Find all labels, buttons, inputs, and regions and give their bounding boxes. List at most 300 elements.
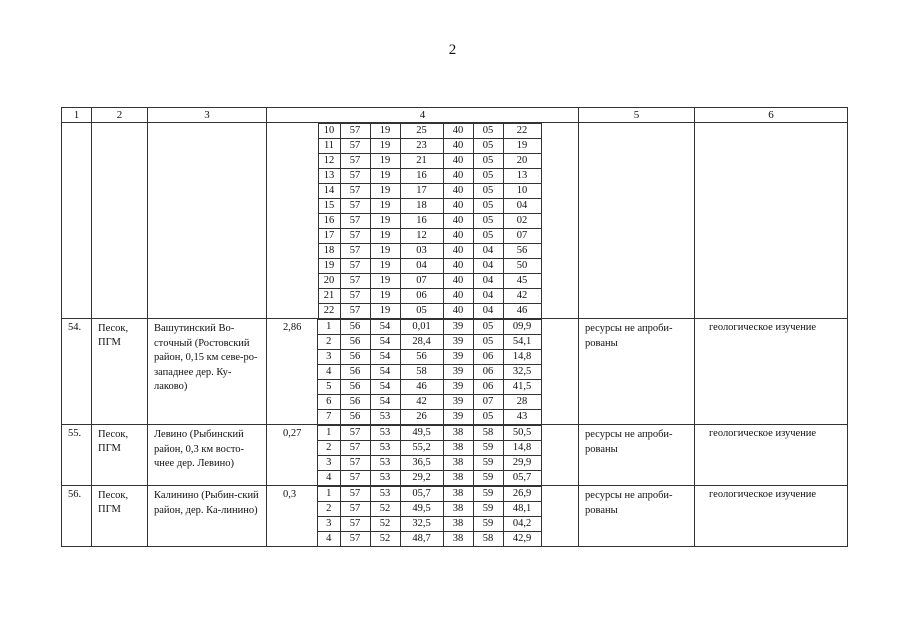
coordinate-cell: 19 xyxy=(370,169,400,184)
coordinate-cell: 17 xyxy=(400,184,443,199)
coordinate-cell: 19 xyxy=(370,199,400,214)
coordinate-spacer xyxy=(267,154,318,169)
coordinate-spacer xyxy=(541,244,578,259)
coordinate-cell: 39 xyxy=(443,380,473,395)
coordinate-cell: 16 xyxy=(400,214,443,229)
coordinate-cell: 05 xyxy=(473,154,503,169)
coordinate-cell: 0,01 xyxy=(400,320,443,335)
coordinate-cell: 57 xyxy=(340,169,370,184)
coordinate-cell: 40 xyxy=(443,199,473,214)
coordinate-cell: 58 xyxy=(473,426,503,441)
coordinate-spacer xyxy=(541,441,578,456)
coordinate-cell: 57 xyxy=(340,184,370,199)
coordinate-cell: 05 xyxy=(473,169,503,184)
resource-status: ресурсы не апроби-рованы xyxy=(579,319,695,425)
coordinate-cell: 54 xyxy=(370,335,400,350)
coordinate-cell: 06 xyxy=(473,380,503,395)
empty-cell xyxy=(148,123,267,319)
coordinate-spacer xyxy=(267,169,318,184)
coordinate-cell: 39 xyxy=(443,395,473,410)
coordinate-cell: 39 xyxy=(443,320,473,335)
coordinate-cell: 04 xyxy=(473,259,503,274)
coordinate-cell: 58 xyxy=(400,365,443,380)
coordinate-cell: 57 xyxy=(340,214,370,229)
coordinate-cell: 19 xyxy=(370,259,400,274)
coordinate-spacer xyxy=(541,304,578,319)
deposit-number: 56. xyxy=(62,486,92,547)
coordinate-spacer xyxy=(541,456,578,471)
coordinate-spacer xyxy=(541,410,578,425)
deposit-row xyxy=(62,319,848,425)
coordinate-row xyxy=(318,320,578,335)
coordinate-spacer xyxy=(541,214,578,229)
coordinate-row xyxy=(318,502,578,517)
coordinate-cell: 39 xyxy=(443,350,473,365)
coordinate-cell: 26,9 xyxy=(503,487,541,502)
coordinate-row xyxy=(318,426,578,441)
coordinate-cell: 53 xyxy=(370,441,400,456)
coordinate-spacer xyxy=(541,350,578,365)
coordinate-cell: 56 xyxy=(340,350,370,365)
coordinate-spacer xyxy=(541,289,578,304)
coordinate-cell: 19 xyxy=(370,289,400,304)
coordinate-spacer xyxy=(267,139,318,154)
coordinate-cell: 32,5 xyxy=(400,517,443,532)
coordinate-row xyxy=(318,532,578,547)
coordinate-cell: 1 xyxy=(318,426,340,441)
coordinate-row xyxy=(267,139,578,154)
coordinate-cell: 12 xyxy=(400,229,443,244)
coordinate-cell: 06 xyxy=(473,350,503,365)
coordinate-cell: 1 xyxy=(318,320,340,335)
coordinate-cell: 38 xyxy=(443,517,473,532)
coordinate-cell: 05 xyxy=(473,139,503,154)
coordinate-cell: 56 xyxy=(340,410,370,425)
resource-status: ресурсы не апроби-рованы xyxy=(579,425,695,486)
coordinate-spacer xyxy=(267,199,318,214)
deposit-area: 0,27 xyxy=(267,425,318,486)
coordinate-spacer xyxy=(541,487,578,502)
coordinate-cell: 50,5 xyxy=(503,426,541,441)
coordinate-cell: 50 xyxy=(503,259,541,274)
coordinate-cell: 43 xyxy=(503,410,541,425)
coordinate-cell: 16 xyxy=(400,169,443,184)
coordinate-cell: 36,5 xyxy=(400,456,443,471)
coordinate-row xyxy=(318,471,578,486)
coordinate-cell: 57 xyxy=(340,229,370,244)
coordinate-row xyxy=(267,304,578,319)
coordinate-cell: 40 xyxy=(443,274,473,289)
coordinate-cell: 19 xyxy=(370,304,400,319)
deposit-name: Левино (Рыбинский район, 0,3 км восто-чнее дер. Левино) xyxy=(148,425,267,486)
deposit-type: Песок, ПГМ xyxy=(92,486,148,547)
coordinate-cell: 19 xyxy=(318,259,340,274)
coordinate-cell: 11 xyxy=(318,139,340,154)
coordinate-row xyxy=(267,229,578,244)
coordinate-cell: 3 xyxy=(318,350,340,365)
coordinate-cell: 19 xyxy=(370,214,400,229)
empty-cell xyxy=(695,123,848,319)
coordinate-cell: 52 xyxy=(370,502,400,517)
deposit-number: 54. xyxy=(62,319,92,425)
coordinate-cell: 22 xyxy=(318,304,340,319)
coordinate-cell: 19 xyxy=(370,139,400,154)
deposit-number: 55. xyxy=(62,425,92,486)
coordinate-cell: 21 xyxy=(318,289,340,304)
header-cell: 1 xyxy=(62,108,92,123)
coordinate-cell: 56 xyxy=(340,395,370,410)
coordinate-cell: 05 xyxy=(473,214,503,229)
resource-status: ресурсы не апроби-рованы xyxy=(579,486,695,547)
coordinate-cell: 12 xyxy=(318,154,340,169)
coordinate-spacer xyxy=(541,395,578,410)
coordinate-row xyxy=(318,365,578,380)
coordinate-cell: 2 xyxy=(318,335,340,350)
coordinate-cell: 57 xyxy=(340,274,370,289)
header-cell: 3 xyxy=(148,108,267,123)
coordinates-cell xyxy=(267,123,579,319)
coordinate-cell: 6 xyxy=(318,395,340,410)
coordinate-cell: 07 xyxy=(503,229,541,244)
coordinate-spacer xyxy=(541,471,578,486)
coordinate-cell: 38 xyxy=(443,502,473,517)
coordinate-cell: 57 xyxy=(340,532,370,547)
coordinate-cell: 05,7 xyxy=(503,471,541,486)
coordinate-cell: 13 xyxy=(318,169,340,184)
coordinate-row xyxy=(267,214,578,229)
coordinate-row xyxy=(318,517,578,532)
coordinate-spacer xyxy=(267,274,318,289)
coordinate-spacer xyxy=(541,335,578,350)
coordinate-spacer xyxy=(267,259,318,274)
coordinate-spacer xyxy=(541,380,578,395)
coordinate-cell: 57 xyxy=(340,304,370,319)
coordinate-cell: 56 xyxy=(340,380,370,395)
coordinate-cell: 59 xyxy=(473,517,503,532)
coordinate-cell: 56 xyxy=(340,320,370,335)
coordinate-cell: 04 xyxy=(400,259,443,274)
coordinate-cell: 57 xyxy=(340,441,370,456)
coordinate-cell: 38 xyxy=(443,456,473,471)
coordinate-spacer xyxy=(541,199,578,214)
coordinate-cell: 07 xyxy=(400,274,443,289)
coordinate-cell: 53 xyxy=(370,410,400,425)
empty-cell xyxy=(62,123,92,319)
coordinate-cell: 56 xyxy=(400,350,443,365)
coordinate-cell: 28,4 xyxy=(400,335,443,350)
coordinate-cell: 40 xyxy=(443,244,473,259)
coordinate-spacer xyxy=(541,502,578,517)
empty-cell xyxy=(579,123,695,319)
coordinate-row xyxy=(267,169,578,184)
coordinate-cell: 4 xyxy=(318,532,340,547)
header-cell: 5 xyxy=(579,108,695,123)
coordinate-cell: 49,5 xyxy=(400,426,443,441)
coordinate-cell: 59 xyxy=(473,441,503,456)
coordinate-spacer xyxy=(267,304,318,319)
coordinate-row xyxy=(318,410,578,425)
coordinate-cell: 56 xyxy=(503,244,541,259)
coordinate-spacer xyxy=(541,184,578,199)
coordinate-spacer xyxy=(267,244,318,259)
coordinates-table xyxy=(318,319,578,424)
coordinate-row xyxy=(267,274,578,289)
coordinate-cell: 57 xyxy=(340,244,370,259)
coordinate-cell: 26 xyxy=(400,410,443,425)
coordinate-cell: 40 xyxy=(443,154,473,169)
coordinate-cell: 13 xyxy=(503,169,541,184)
deposit-area: 2,86 xyxy=(267,319,318,425)
coordinate-spacer xyxy=(267,184,318,199)
coordinate-cell: 45 xyxy=(503,274,541,289)
coordinate-cell: 52 xyxy=(370,517,400,532)
coordinate-cell: 05 xyxy=(473,410,503,425)
coordinate-cell: 42 xyxy=(400,395,443,410)
coordinate-spacer xyxy=(541,320,578,335)
coordinates-cell xyxy=(318,486,579,547)
coordinate-spacer xyxy=(541,229,578,244)
coordinate-cell: 39 xyxy=(443,335,473,350)
coordinate-cell: 04 xyxy=(473,274,503,289)
coordinate-cell: 20 xyxy=(503,154,541,169)
coordinate-cell: 19 xyxy=(503,139,541,154)
coordinate-cell: 57 xyxy=(340,199,370,214)
coordinates-cell xyxy=(318,425,579,486)
coordinate-row xyxy=(267,244,578,259)
coordinates-table xyxy=(318,486,578,546)
coordinate-cell: 5 xyxy=(318,380,340,395)
coordinate-cell: 59 xyxy=(473,471,503,486)
coordinate-cell: 59 xyxy=(473,456,503,471)
coordinate-cell: 40 xyxy=(443,184,473,199)
coordinate-cell: 39 xyxy=(443,365,473,380)
coordinate-cell: 07 xyxy=(473,395,503,410)
coordinate-cell: 38 xyxy=(443,532,473,547)
coordinate-cell: 3 xyxy=(318,456,340,471)
coordinate-cell: 40 xyxy=(443,169,473,184)
coordinate-cell: 54,1 xyxy=(503,335,541,350)
license-purpose: геологическое изучение xyxy=(695,486,848,547)
coordinate-cell: 04 xyxy=(473,289,503,304)
coordinate-cell: 38 xyxy=(443,487,473,502)
header-cell: 4 xyxy=(267,108,579,123)
coordinate-spacer xyxy=(267,214,318,229)
deposits-table xyxy=(61,107,848,547)
coordinate-cell: 19 xyxy=(370,229,400,244)
coordinate-cell: 57 xyxy=(340,139,370,154)
page-number: 2 xyxy=(448,42,457,58)
coordinate-cell: 18 xyxy=(318,244,340,259)
coordinate-cell: 57 xyxy=(340,289,370,304)
coordinate-cell: 40 xyxy=(443,259,473,274)
coordinate-cell: 05 xyxy=(473,229,503,244)
coordinate-cell: 39 xyxy=(443,410,473,425)
coordinate-cell: 14 xyxy=(318,184,340,199)
coordinate-cell: 23 xyxy=(400,139,443,154)
coordinate-spacer xyxy=(541,426,578,441)
coordinate-cell: 40 xyxy=(443,139,473,154)
coordinate-row xyxy=(267,154,578,169)
deposit-name: Вашутинский Во-стoчный (Ростовский район, 0,15 км севе-ро-западнее дер. Ку-лаково) xyxy=(148,319,267,425)
coordinate-cell: 1 xyxy=(318,487,340,502)
coordinate-cell: 06 xyxy=(473,365,503,380)
coordinate-cell: 57 xyxy=(340,456,370,471)
coordinate-cell: 3 xyxy=(318,517,340,532)
coordinate-cell: 04 xyxy=(503,199,541,214)
deposit-type: Песок, ПГМ xyxy=(92,425,148,486)
coordinate-cell: 19 xyxy=(370,244,400,259)
coordinate-cell: 28 xyxy=(503,395,541,410)
coordinate-cell: 57 xyxy=(340,124,370,139)
coordinate-cell: 04 xyxy=(473,304,503,319)
coordinate-spacer xyxy=(267,229,318,244)
coordinate-cell: 48,1 xyxy=(503,502,541,517)
coordinate-cell: 57 xyxy=(340,426,370,441)
coordinate-cell: 19 xyxy=(370,274,400,289)
coordinate-spacer xyxy=(541,154,578,169)
coordinate-cell: 20 xyxy=(318,274,340,289)
coordinate-cell: 53 xyxy=(370,426,400,441)
coordinate-cell: 54 xyxy=(370,350,400,365)
coordinate-cell: 42 xyxy=(503,289,541,304)
coordinate-row xyxy=(318,487,578,502)
coordinate-cell: 2 xyxy=(318,441,340,456)
coordinate-cell: 52 xyxy=(370,532,400,547)
coordinate-cell: 21 xyxy=(400,154,443,169)
coordinate-cell: 29,2 xyxy=(400,471,443,486)
deposit-type: Песок, ПГМ xyxy=(92,319,148,425)
coordinate-cell: 25 xyxy=(400,124,443,139)
coordinate-cell: 38 xyxy=(443,441,473,456)
coordinate-cell: 54 xyxy=(370,380,400,395)
coordinate-cell: 19 xyxy=(370,154,400,169)
coordinate-cell: 56 xyxy=(340,335,370,350)
coordinate-cell: 40 xyxy=(443,304,473,319)
license-purpose: геологическое изучение xyxy=(695,319,848,425)
coordinate-row xyxy=(267,184,578,199)
header-cell: 2 xyxy=(92,108,148,123)
coordinate-cell: 57 xyxy=(340,502,370,517)
coordinate-cell: 57 xyxy=(340,487,370,502)
coordinate-cell: 16 xyxy=(318,214,340,229)
empty-cell xyxy=(92,123,148,319)
coordinate-cell: 04 xyxy=(473,244,503,259)
coordinate-cell: 02 xyxy=(503,214,541,229)
coordinate-cell: 05 xyxy=(473,335,503,350)
coordinate-spacer xyxy=(541,365,578,380)
coordinate-row xyxy=(267,199,578,214)
coordinate-cell: 19 xyxy=(370,184,400,199)
coordinate-cell: 46 xyxy=(400,380,443,395)
coordinate-cell: 2 xyxy=(318,502,340,517)
deposit-row xyxy=(62,425,848,486)
coordinate-cell: 57 xyxy=(340,154,370,169)
coordinate-spacer xyxy=(541,274,578,289)
coordinate-row xyxy=(318,441,578,456)
coordinate-cell: 57 xyxy=(340,471,370,486)
coordinate-cell: 4 xyxy=(318,365,340,380)
coordinate-cell: 10 xyxy=(503,184,541,199)
license-purpose: геологическое изучение xyxy=(695,425,848,486)
coordinate-cell: 48,7 xyxy=(400,532,443,547)
coordinate-spacer xyxy=(267,289,318,304)
coordinate-spacer xyxy=(541,517,578,532)
coordinate-cell: 57 xyxy=(340,517,370,532)
coordinate-cell: 03 xyxy=(400,244,443,259)
coordinate-cell: 19 xyxy=(370,124,400,139)
coordinate-cell: 38 xyxy=(443,471,473,486)
coordinate-spacer xyxy=(541,124,578,139)
coordinate-spacer xyxy=(541,139,578,154)
coordinate-spacer xyxy=(541,532,578,547)
coordinate-row xyxy=(267,259,578,274)
coordinate-cell: 38 xyxy=(443,426,473,441)
coordinate-cell: 05 xyxy=(473,320,503,335)
deposit-area: 0,3 xyxy=(267,486,318,547)
header-row xyxy=(62,108,848,123)
coordinate-cell: 05 xyxy=(400,304,443,319)
coordinate-cell: 53 xyxy=(370,456,400,471)
coordinate-cell: 10 xyxy=(318,124,340,139)
coordinate-cell: 22 xyxy=(503,124,541,139)
coordinate-cell: 05 xyxy=(473,199,503,214)
deposit-row xyxy=(62,486,848,547)
coordinate-cell: 55,2 xyxy=(400,441,443,456)
coordinate-row xyxy=(267,124,578,139)
coordinate-cell: 40 xyxy=(443,229,473,244)
coordinate-cell: 54 xyxy=(370,395,400,410)
coordinate-cell: 32,5 xyxy=(503,365,541,380)
coordinate-row xyxy=(318,456,578,471)
coordinate-spacer xyxy=(541,169,578,184)
deposit-name: Калинино (Рыбин-ский район, дер. Ка-линино) xyxy=(148,486,267,547)
coordinate-cell: 15 xyxy=(318,199,340,214)
coordinates-cell xyxy=(318,319,579,425)
coordinate-cell: 58 xyxy=(473,532,503,547)
coordinate-cell: 57 xyxy=(340,259,370,274)
coordinate-spacer xyxy=(267,124,318,139)
coordinate-cell: 56 xyxy=(340,365,370,380)
coordinate-row xyxy=(318,380,578,395)
header-cell: 6 xyxy=(695,108,848,123)
coordinate-cell: 46 xyxy=(503,304,541,319)
coordinate-cell: 54 xyxy=(370,320,400,335)
coordinate-cell: 14,8 xyxy=(503,441,541,456)
coordinate-cell: 59 xyxy=(473,502,503,517)
coordinate-cell: 40 xyxy=(443,289,473,304)
coordinate-cell: 05 xyxy=(473,184,503,199)
coordinate-cell: 40 xyxy=(443,124,473,139)
coordinate-cell: 4 xyxy=(318,471,340,486)
coordinate-cell: 59 xyxy=(473,487,503,502)
coordinate-cell: 41,5 xyxy=(503,380,541,395)
coordinates-table xyxy=(318,425,578,485)
coordinate-row xyxy=(318,350,578,365)
coordinate-row xyxy=(318,335,578,350)
coordinate-cell: 7 xyxy=(318,410,340,425)
coordinate-cell: 54 xyxy=(370,365,400,380)
coordinate-cell: 42,9 xyxy=(503,532,541,547)
coordinate-cell: 53 xyxy=(370,487,400,502)
coordinates-table xyxy=(267,123,578,318)
coordinate-cell: 53 xyxy=(370,471,400,486)
coordinate-cell: 17 xyxy=(318,229,340,244)
coordinate-spacer xyxy=(541,259,578,274)
coordinate-cell: 09,9 xyxy=(503,320,541,335)
coordinate-cell: 40 xyxy=(443,214,473,229)
coordinate-cell: 05,7 xyxy=(400,487,443,502)
coordinate-cell: 18 xyxy=(400,199,443,214)
